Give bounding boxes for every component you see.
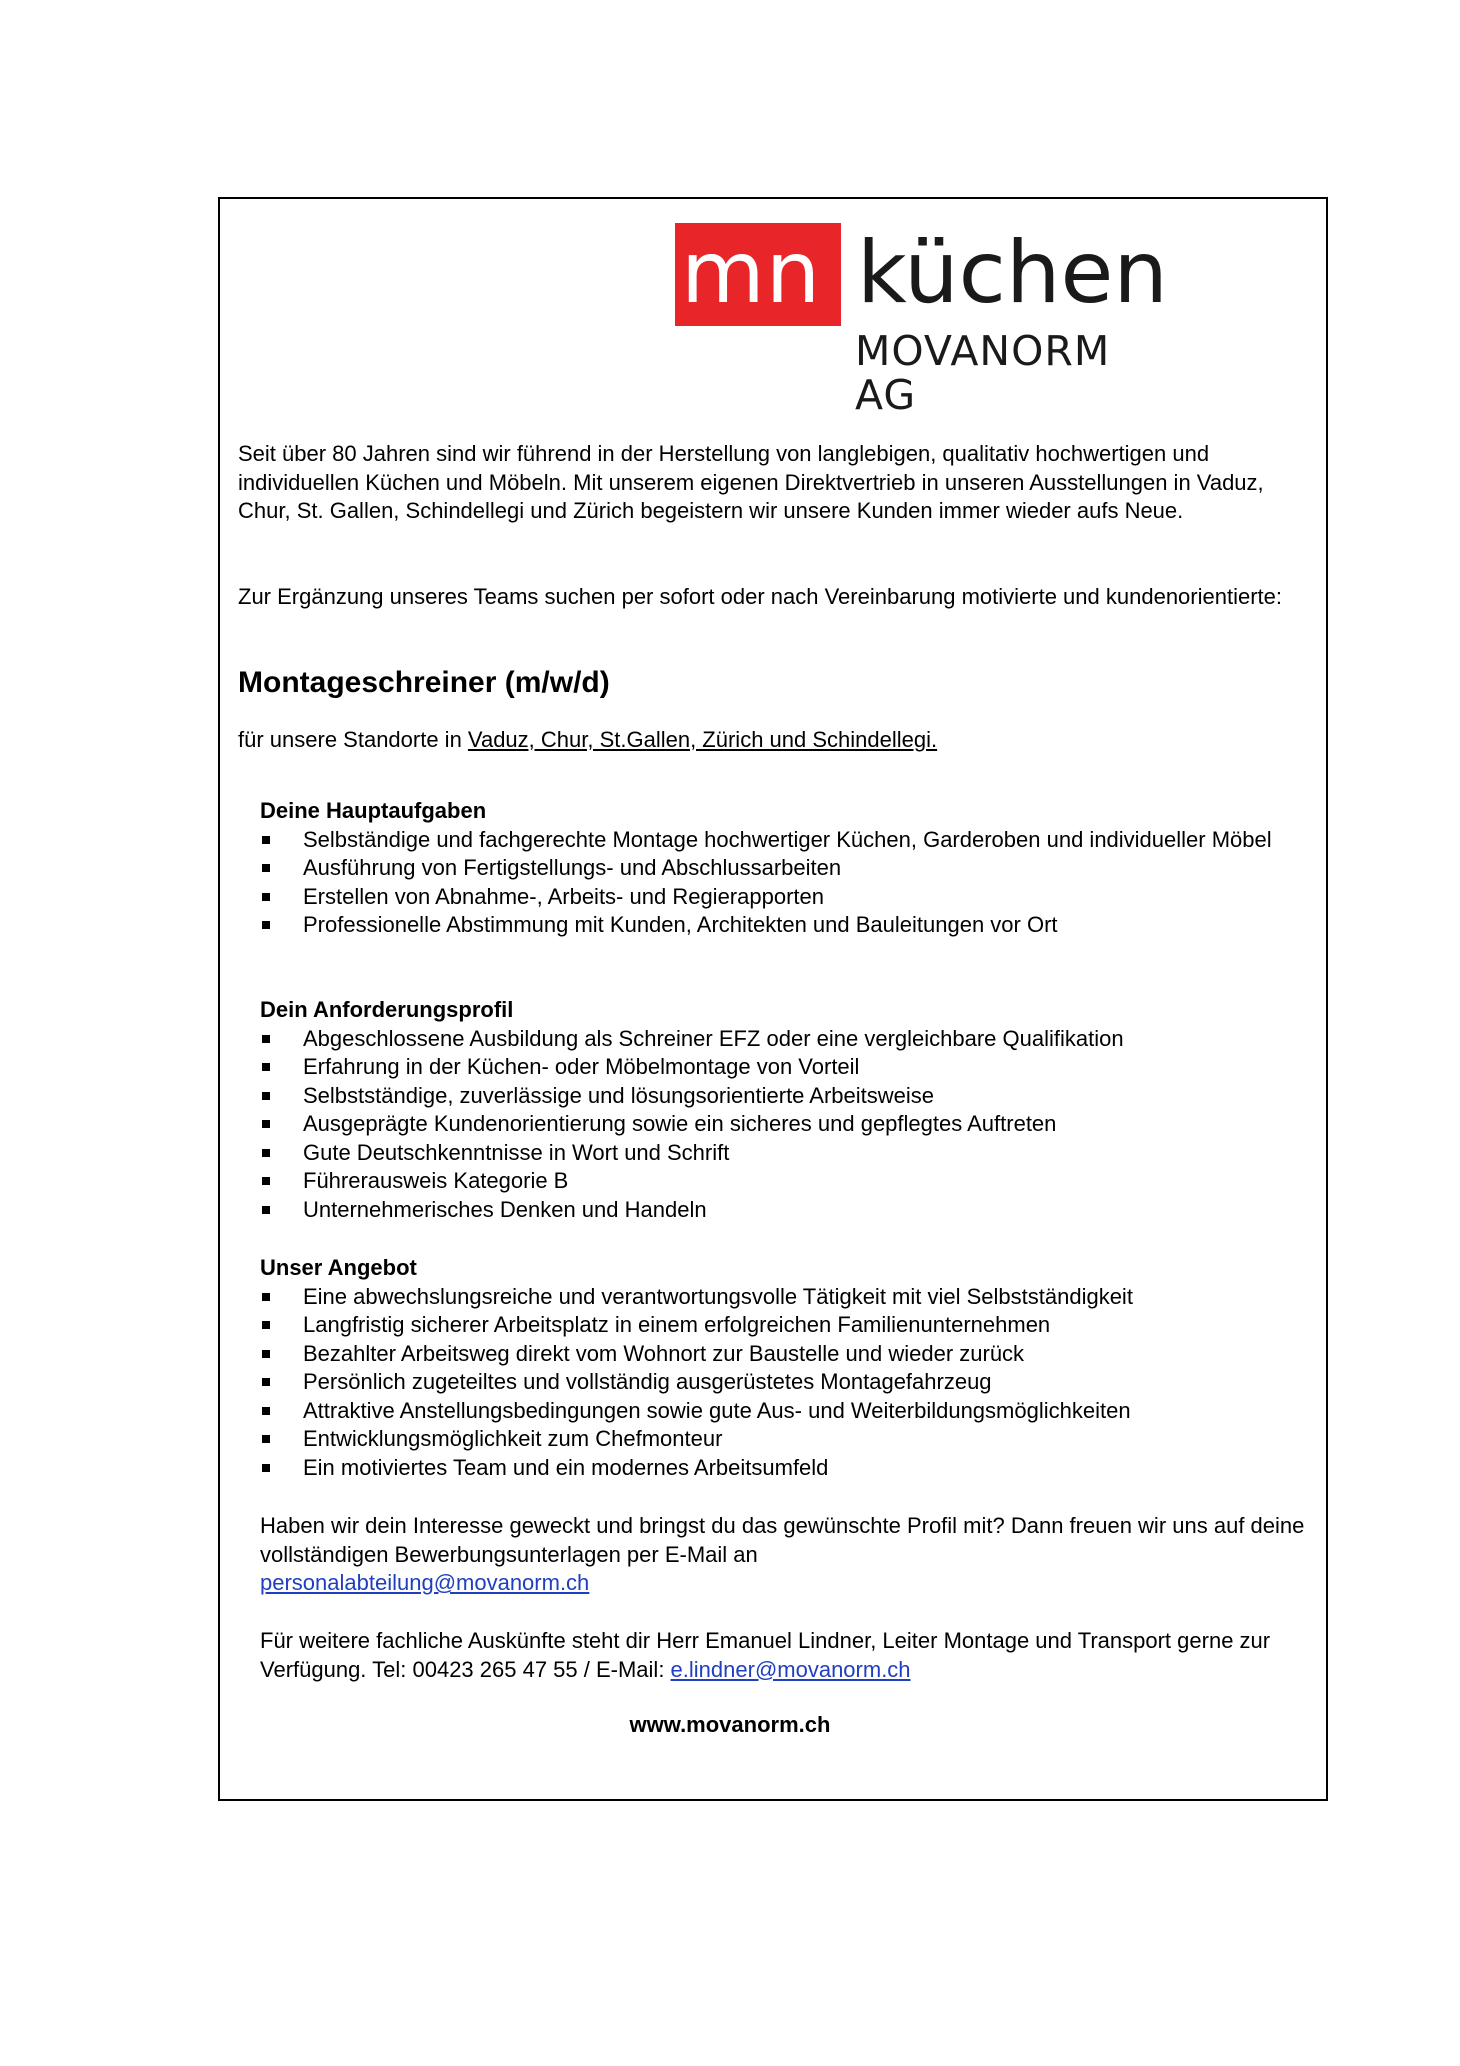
bullet-list <box>260 1283 1310 1483</box>
list-item: Ein motiviertes Team und ein modernes Arbeitsumfeld <box>260 1454 1310 1483</box>
list-item: Professionelle Abstimmung mit Kunden, Architekten und Bauleitungen vor Ort <box>260 911 1310 940</box>
list-item: Persönlich zugeteiltes und vollständig ausgerüstetes Montagefahrzeug <box>260 1368 1310 1397</box>
apply-text: Haben wir dein Interesse geweckt und bringst du das gewünschte Profil mit? Dann freuen wir uns auf deine vollständigen Bewerbungsunterlagen per E-Mail an <box>260 1513 1305 1567</box>
contact-paragraph <box>260 1627 1310 1684</box>
locations-list: Vaduz, Chur, St.Gallen, Zürich und Schindellegi. <box>467 727 938 752</box>
list-item: Selbständige und fachgerechte Montage hochwertiger Küchen, Garderoben und individueller Möbel <box>260 826 1310 855</box>
section-requirements <box>260 996 1310 1224</box>
list-item: Abgeschlossene Ausbildung als Schreiner EFZ oder eine vergleichbare Qualifikation <box>260 1025 1310 1054</box>
contact-email-link[interactable]: e.lindner@movanorm.ch <box>670 1656 911 1682</box>
apply-paragraph <box>260 1512 1310 1598</box>
section-heading: Deine Hauptaufgaben <box>260 798 487 823</box>
list-item: Gute Deutschkenntnisse in Wort und Schrift <box>260 1139 1310 1168</box>
section-heading: Dein Anforderungsprofil <box>260 997 514 1022</box>
list-item: Unternehmerisches Denken und Handeln <box>260 1196 1310 1225</box>
intro-paragraph: Seit über 80 Jahren sind wir führend in der Herstellung von langlebigen, qualitativ hochwertigen und individuellen Küchen und Möbeln. Mit unserem eigenen Direktvertrieb in unseren Ausstellungen in Vaduz, Chur, St. Gallen, Schindellegi und Zürich begeistern wir unsere Kunden immer wieder aufs Neue. <box>238 441 1264 523</box>
bullet-list <box>260 1025 1310 1225</box>
company-logo <box>675 223 1175 419</box>
website-url[interactable]: www.movanorm.ch <box>629 1712 831 1737</box>
job-locations <box>238 726 937 755</box>
list-item: Erfahrung in der Küchen- oder Möbelmontage von Vorteil <box>260 1053 1310 1082</box>
list-item: Langfristig sicherer Arbeitsplatz in einem erfolgreichen Familienunternehmen <box>260 1311 1310 1340</box>
logo-red-box <box>675 223 841 326</box>
logo-mark: mn <box>681 223 822 323</box>
bullet-list <box>260 826 1310 940</box>
logo-company: MOVANORM AG <box>855 327 1111 419</box>
job-title: Montageschreiner (m/w/d) <box>238 666 610 699</box>
list-item: Führerausweis Kategorie B <box>260 1167 1310 1196</box>
list-item: Ausführung von Fertigstellungs- und Abschlussarbeiten <box>260 854 1310 883</box>
list-item: Erstellen von Abnahme-, Arbeits- und Regierapporten <box>260 883 1310 912</box>
list-item: Eine abwechslungsreiche und verantwortungsvolle Tätigkeit mit viel Selbstständigkeit <box>260 1283 1310 1312</box>
section-heading: Unser Angebot <box>260 1255 417 1280</box>
intro-paragraph-2: Zur Ergänzung unseres Teams suchen per sofort oder nach Vereinbarung motivierte und kundenorientierte: <box>238 584 1282 609</box>
list-item: Entwicklungsmöglichkeit zum Chefmonteur <box>260 1425 1310 1454</box>
section-tasks <box>260 797 1310 940</box>
section-offer <box>260 1254 1310 1482</box>
list-item: Attraktive Anstellungsbedingungen sowie gute Aus- und Weiterbildungsmöglichkeiten <box>260 1397 1310 1426</box>
contact-text: Für weitere fachliche Auskünfte steht dir Herr Emanuel Lindner, Leiter Montage und Transport gerne zur Verfügung. Tel: 00423 265 47 55 / E-Mail: <box>260 1628 1271 1682</box>
locations-prefix: für unsere Standorte in <box>238 727 468 752</box>
hr-email-link[interactable]: personalabteilung@movanorm.ch <box>260 1570 590 1595</box>
logo-word: küchen <box>857 223 1168 323</box>
list-item: Ausgeprägte Kundenorientierung sowie ein sicheres und gepflegtes Auftreten <box>260 1110 1310 1139</box>
list-item: Bezahlter Arbeitsweg direkt vom Wohnort zur Baustelle und wieder zurück <box>260 1340 1310 1369</box>
list-item: Selbstständige, zuverlässige und lösungsorientierte Arbeitsweise <box>260 1082 1310 1111</box>
